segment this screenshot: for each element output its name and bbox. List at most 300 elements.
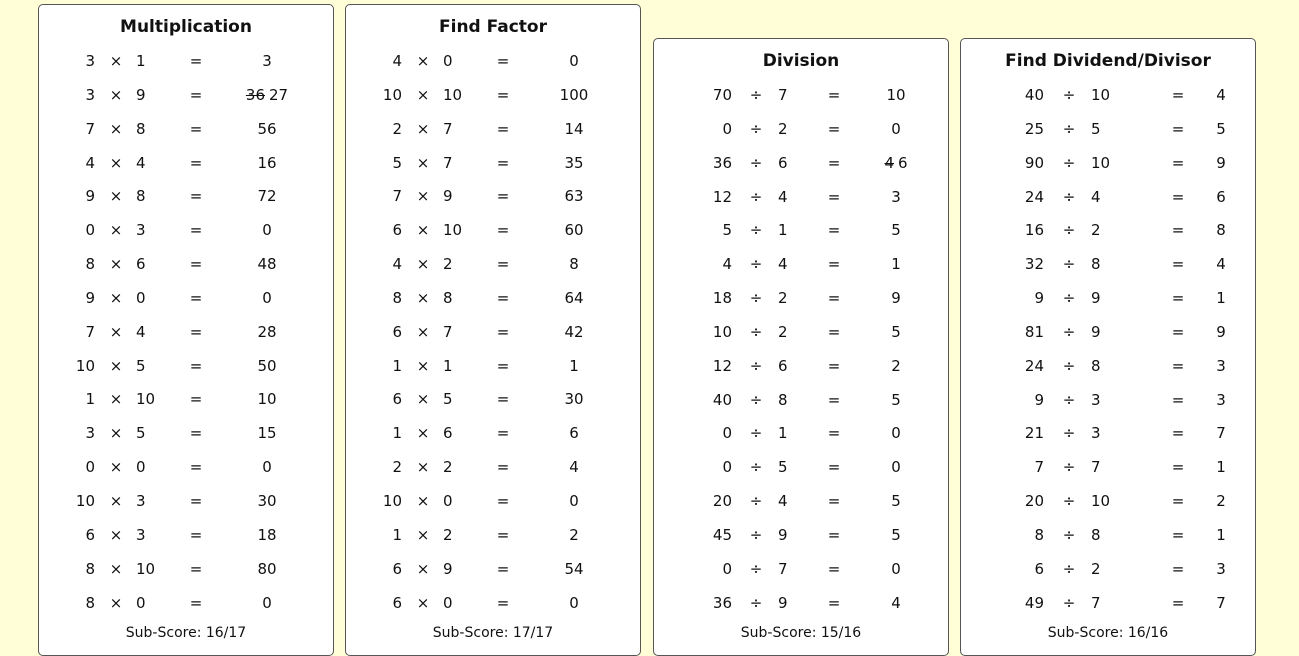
operand-a: 9 — [85, 288, 95, 307]
answer-value: 0 — [569, 593, 579, 612]
problem-row — [39, 45, 333, 79]
problem-row — [39, 553, 333, 587]
problem-row — [346, 485, 640, 519]
equals-sign: = — [1171, 289, 1185, 308]
answer-value: 9 — [1216, 322, 1226, 341]
answer-value: 4 — [1216, 86, 1226, 104]
sub-score: Sub-Score: 16/16 — [1047, 625, 1169, 641]
find-dividend-divisor-panel — [960, 38, 1256, 656]
answer — [1176, 553, 1266, 587]
problem-row — [39, 147, 333, 181]
operand-b: 0 — [443, 491, 453, 510]
problem-list — [961, 79, 1255, 621]
answer — [529, 553, 619, 587]
equals-sign: = — [496, 390, 510, 409]
operator-symbol: × — [416, 52, 430, 70]
operand-a: 4 — [85, 153, 95, 172]
answer-value: 35 — [564, 153, 584, 172]
answer-value: 0 — [891, 424, 901, 443]
problem-list — [654, 79, 948, 621]
answer-value: 80 — [257, 559, 277, 578]
answer — [529, 214, 619, 248]
operand-b: 4 — [778, 187, 788, 206]
equals-sign: = — [189, 288, 203, 307]
operator-symbol: ÷ — [1062, 221, 1076, 240]
operator-symbol: ÷ — [749, 390, 763, 409]
operator-symbol: × — [416, 525, 430, 544]
answer-value: 63 — [564, 187, 584, 206]
answer — [851, 248, 941, 282]
equals-sign: = — [1171, 86, 1185, 104]
operand-b: 1 — [443, 356, 453, 375]
problem-row — [654, 181, 948, 215]
operator-symbol: × — [416, 187, 430, 206]
operand-a: 90 — [1024, 153, 1044, 172]
operator-symbol: × — [416, 85, 430, 104]
problem-row — [654, 147, 948, 181]
equals-sign: = — [827, 458, 841, 477]
operator-symbol: × — [416, 559, 430, 578]
operator-symbol: × — [109, 221, 123, 240]
answer — [222, 45, 312, 79]
answer-value: 0 — [262, 458, 272, 477]
operand-a: 10 — [712, 322, 732, 341]
answer-value: 7 — [1216, 593, 1226, 612]
equals-sign: = — [827, 187, 841, 206]
operand-b: 2 — [443, 458, 453, 477]
operator-symbol: × — [416, 288, 430, 307]
operand-b: 10 — [443, 85, 463, 104]
problem-row — [961, 316, 1255, 350]
answer-value: 28 — [257, 322, 277, 341]
operand-b: 7 — [1091, 458, 1101, 477]
answer-value: 18 — [257, 525, 277, 544]
equals-sign: = — [1171, 322, 1185, 341]
problem-row — [961, 384, 1255, 418]
operator-symbol: × — [416, 119, 430, 138]
answer-value: 1 — [1216, 289, 1226, 308]
operand-a: 3 — [85, 85, 95, 104]
problem-row — [961, 214, 1255, 248]
operand-a: 49 — [1024, 593, 1044, 612]
answer — [851, 384, 941, 418]
answer — [851, 113, 941, 147]
problem-row — [961, 417, 1255, 451]
equals-sign: = — [827, 424, 841, 443]
equals-sign: = — [189, 52, 203, 70]
answer — [529, 451, 619, 485]
operand-a: 6 — [392, 322, 402, 341]
answer-value: 100 — [559, 85, 589, 104]
operand-a: 3 — [85, 52, 95, 70]
operand-b: 9 — [1091, 322, 1101, 341]
operand-b: 3 — [136, 525, 146, 544]
operand-a: 1 — [392, 525, 402, 544]
answer — [1176, 519, 1266, 553]
answer — [529, 248, 619, 282]
answer-value: 8 — [569, 255, 579, 274]
problem-row — [39, 248, 333, 282]
answer-value: 9 — [1216, 153, 1226, 172]
answer — [222, 350, 312, 384]
operand-a: 0 — [722, 559, 732, 578]
operand-a: 8 — [1034, 525, 1044, 544]
answer — [851, 181, 941, 215]
equals-sign: = — [189, 458, 203, 477]
operand-a: 8 — [85, 559, 95, 578]
operand-b: 1 — [778, 221, 788, 240]
equals-sign: = — [1171, 356, 1185, 375]
operand-b: 4 — [778, 492, 788, 511]
operand-a: 40 — [712, 390, 732, 409]
answer — [1176, 79, 1266, 113]
answer-value: 56 — [257, 119, 277, 138]
equals-sign: = — [1171, 559, 1185, 578]
operator-symbol: × — [109, 153, 123, 172]
operator-symbol: ÷ — [1062, 525, 1076, 544]
answer — [222, 113, 312, 147]
operand-a: 6 — [392, 593, 402, 612]
operand-b: 7 — [778, 559, 788, 578]
problem-row — [346, 553, 640, 587]
answer — [1176, 350, 1266, 384]
problem-row — [346, 147, 640, 181]
equals-sign: = — [1171, 424, 1185, 443]
answer-value: 2 — [1216, 492, 1226, 511]
equals-sign: = — [827, 593, 841, 612]
answer — [851, 350, 941, 384]
problem-row — [654, 79, 948, 113]
answer-value: 4 — [569, 458, 579, 477]
equals-sign: = — [827, 390, 841, 409]
operand-a: 16 — [1024, 221, 1044, 240]
operator-symbol: × — [109, 255, 123, 274]
operand-b: 2 — [778, 322, 788, 341]
equals-sign: = — [827, 255, 841, 274]
problem-row — [346, 316, 640, 350]
operand-b: 9 — [778, 525, 788, 544]
equals-sign: = — [496, 85, 510, 104]
operand-b: 2 — [1091, 559, 1101, 578]
answer — [222, 316, 312, 350]
operand-b: 4 — [136, 322, 146, 341]
answer-value: 48 — [257, 255, 277, 274]
operand-b: 8 — [1091, 255, 1101, 274]
answer — [222, 79, 312, 113]
operator-symbol: ÷ — [1062, 289, 1076, 308]
answer — [222, 248, 312, 282]
operand-b: 2 — [443, 525, 453, 544]
answer-value: 0 — [891, 559, 901, 578]
operand-b: 8 — [443, 288, 453, 307]
answer — [222, 485, 312, 519]
operand-b: 9 — [443, 559, 453, 578]
equals-sign: = — [189, 491, 203, 510]
operand-b: 8 — [136, 187, 146, 206]
operand-b: 5 — [136, 424, 146, 443]
problem-row — [346, 587, 640, 621]
operand-a: 7 — [85, 119, 95, 138]
answer-value: 0 — [262, 221, 272, 240]
problem-row — [346, 519, 640, 553]
operator-symbol: ÷ — [1062, 458, 1076, 477]
problem-row — [961, 587, 1255, 621]
operator-symbol: ÷ — [749, 187, 763, 206]
problem-row — [346, 214, 640, 248]
answer — [222, 417, 312, 451]
operator-symbol: × — [109, 187, 123, 206]
operand-a: 10 — [382, 85, 402, 104]
answer — [529, 383, 619, 417]
answer — [222, 587, 312, 621]
answer-value: 60 — [564, 221, 584, 240]
operand-a: 2 — [392, 119, 402, 138]
answer — [529, 45, 619, 79]
problem-row — [654, 417, 948, 451]
equals-sign: = — [1171, 153, 1185, 172]
problem-row — [39, 79, 333, 113]
operand-a: 1 — [392, 356, 402, 375]
equals-sign: = — [1171, 119, 1185, 138]
answer-value: 9 — [891, 289, 901, 308]
answer — [851, 519, 941, 553]
answer-value: 0 — [891, 458, 901, 477]
operand-b: 7 — [1091, 593, 1101, 612]
operand-a: 36 — [712, 153, 732, 172]
answer — [529, 587, 619, 621]
answer-value: 2 — [569, 525, 579, 544]
operator-symbol: ÷ — [1062, 119, 1076, 138]
problem-row — [346, 282, 640, 316]
problem-row — [346, 45, 640, 79]
operand-a: 24 — [1024, 187, 1044, 206]
operand-b: 4 — [1091, 187, 1101, 206]
problem-row — [961, 79, 1255, 113]
problem-row — [39, 350, 333, 384]
answer-value: 1 — [1216, 458, 1226, 477]
problem-row — [654, 519, 948, 553]
operand-a: 8 — [85, 593, 95, 612]
problem-row — [346, 417, 640, 451]
panel-title: Multiplication — [120, 17, 252, 37]
answer-value: 5 — [891, 492, 901, 511]
operator-symbol: ÷ — [1062, 356, 1076, 375]
equals-sign: = — [827, 322, 841, 341]
operand-a: 4 — [392, 255, 402, 274]
problem-row — [961, 248, 1255, 282]
problem-row — [39, 113, 333, 147]
operator-symbol: × — [109, 322, 123, 341]
operand-a: 1 — [85, 390, 95, 409]
problem-row — [654, 384, 948, 418]
operand-b: 6 — [136, 255, 146, 274]
answer — [851, 553, 941, 587]
answer — [529, 147, 619, 181]
answer-value: 3 — [891, 187, 901, 206]
answer — [1176, 181, 1266, 215]
answer-value: 0 — [891, 119, 901, 138]
answer-value: 30 — [564, 390, 584, 409]
find-factor-panel — [345, 4, 641, 656]
problem-row — [654, 214, 948, 248]
operator-symbol: × — [109, 559, 123, 578]
operand-b: 8 — [136, 119, 146, 138]
operator-symbol: × — [416, 424, 430, 443]
problem-row — [654, 248, 948, 282]
equals-sign: = — [496, 356, 510, 375]
operator-symbol: ÷ — [1062, 153, 1076, 172]
equals-sign: = — [496, 288, 510, 307]
problem-row — [961, 147, 1255, 181]
answer-value: 5 — [891, 221, 901, 240]
equals-sign: = — [189, 525, 203, 544]
operator-symbol: ÷ — [749, 153, 763, 172]
operand-a: 10 — [75, 491, 95, 510]
answer-value: 5 — [891, 390, 901, 409]
operand-b: 0 — [136, 593, 146, 612]
problem-row — [39, 383, 333, 417]
panel-title: Division — [762, 51, 840, 71]
answer — [529, 113, 619, 147]
equals-sign: = — [189, 356, 203, 375]
operator-symbol: ÷ — [749, 255, 763, 274]
equals-sign: = — [189, 559, 203, 578]
operator-symbol: × — [416, 458, 430, 477]
answer-value: 72 — [257, 187, 277, 206]
problem-row — [346, 451, 640, 485]
operator-symbol: ÷ — [1062, 322, 1076, 341]
answer — [1176, 485, 1266, 519]
operator-symbol: ÷ — [1062, 390, 1076, 409]
answer-value: 54 — [564, 559, 584, 578]
problem-row — [654, 113, 948, 147]
equals-sign: = — [827, 492, 841, 511]
problem-row — [961, 113, 1255, 147]
equals-sign: = — [189, 255, 203, 274]
answer-value: 8 — [1216, 221, 1226, 240]
problem-list — [39, 45, 333, 620]
panel-title: Find Factor — [439, 17, 547, 37]
answer — [1176, 147, 1266, 181]
problem-row — [39, 417, 333, 451]
answer-value: 30 — [257, 491, 277, 510]
answer — [1176, 587, 1266, 621]
answer — [1176, 214, 1266, 248]
operand-b: 4 — [778, 255, 788, 274]
operand-b: 6 — [778, 356, 788, 375]
operand-b: 0 — [443, 593, 453, 612]
problem-row — [654, 282, 948, 316]
answer-value: 1 — [569, 356, 579, 375]
operand-b: 9 — [1091, 289, 1101, 308]
operand-a: 6 — [85, 525, 95, 544]
operand-b: 10 — [1091, 492, 1111, 511]
answer — [529, 180, 619, 214]
equals-sign: = — [827, 289, 841, 308]
struck-answer: 4 — [884, 153, 894, 172]
operand-a: 21 — [1024, 424, 1044, 443]
problem-row — [346, 248, 640, 282]
operand-b: 1 — [136, 52, 146, 70]
operand-a: 8 — [85, 255, 95, 274]
answer — [222, 553, 312, 587]
answer-value: 4 — [891, 593, 901, 612]
problem-row — [654, 553, 948, 587]
answer-value: 1 — [1216, 525, 1226, 544]
operator-symbol: ÷ — [1062, 86, 1076, 104]
operand-a: 0 — [85, 458, 95, 477]
problem-row — [39, 519, 333, 553]
answer-value: 50 — [257, 356, 277, 375]
problem-row — [654, 316, 948, 350]
operand-b: 2 — [1091, 221, 1101, 240]
operator-symbol: × — [416, 593, 430, 612]
answer — [851, 451, 941, 485]
answer — [851, 587, 941, 621]
operand-b: 7 — [778, 86, 788, 104]
operand-b: 2 — [778, 289, 788, 308]
operand-b: 0 — [443, 52, 453, 70]
equals-sign: = — [1171, 390, 1185, 409]
answer-value: 7 — [1216, 424, 1226, 443]
problem-row — [346, 350, 640, 384]
operand-a: 6 — [392, 559, 402, 578]
operator-symbol: × — [109, 525, 123, 544]
operator-symbol: × — [416, 322, 430, 341]
equals-sign: = — [496, 322, 510, 341]
operand-b: 1 — [778, 424, 788, 443]
operand-b: 3 — [136, 491, 146, 510]
answer-value: 0 — [569, 491, 579, 510]
operator-symbol: ÷ — [749, 559, 763, 578]
equals-sign: = — [827, 221, 841, 240]
operand-a: 25 — [1024, 119, 1044, 138]
operator-symbol: × — [416, 356, 430, 375]
equals-sign: = — [189, 390, 203, 409]
answer — [1176, 248, 1266, 282]
operator-symbol: ÷ — [1062, 187, 1076, 206]
answer — [1176, 451, 1266, 485]
problem-row — [654, 451, 948, 485]
answer-value: 3 — [1216, 356, 1226, 375]
answer — [222, 147, 312, 181]
division-panel — [653, 38, 949, 656]
operand-b: 6 — [443, 424, 453, 443]
equals-sign: = — [496, 424, 510, 443]
operand-a: 40 — [1024, 86, 1044, 104]
operand-a: 5 — [722, 221, 732, 240]
problem-row — [654, 350, 948, 384]
equals-sign: = — [496, 491, 510, 510]
problem-row — [39, 485, 333, 519]
equals-sign: = — [189, 593, 203, 612]
equals-sign: = — [827, 525, 841, 544]
operator-symbol: × — [109, 390, 123, 409]
operator-symbol: × — [416, 153, 430, 172]
answer-value: 3 — [262, 52, 272, 70]
equals-sign: = — [1171, 492, 1185, 511]
problem-row — [39, 451, 333, 485]
operand-b: 9 — [778, 593, 788, 612]
operand-a: 6 — [1034, 559, 1044, 578]
operator-symbol: × — [109, 85, 123, 104]
problem-row — [961, 519, 1255, 553]
operand-a: 70 — [712, 86, 732, 104]
problem-row — [961, 553, 1255, 587]
operand-a: 5 — [392, 153, 402, 172]
operand-a: 81 — [1024, 322, 1044, 341]
operand-a: 6 — [392, 221, 402, 240]
